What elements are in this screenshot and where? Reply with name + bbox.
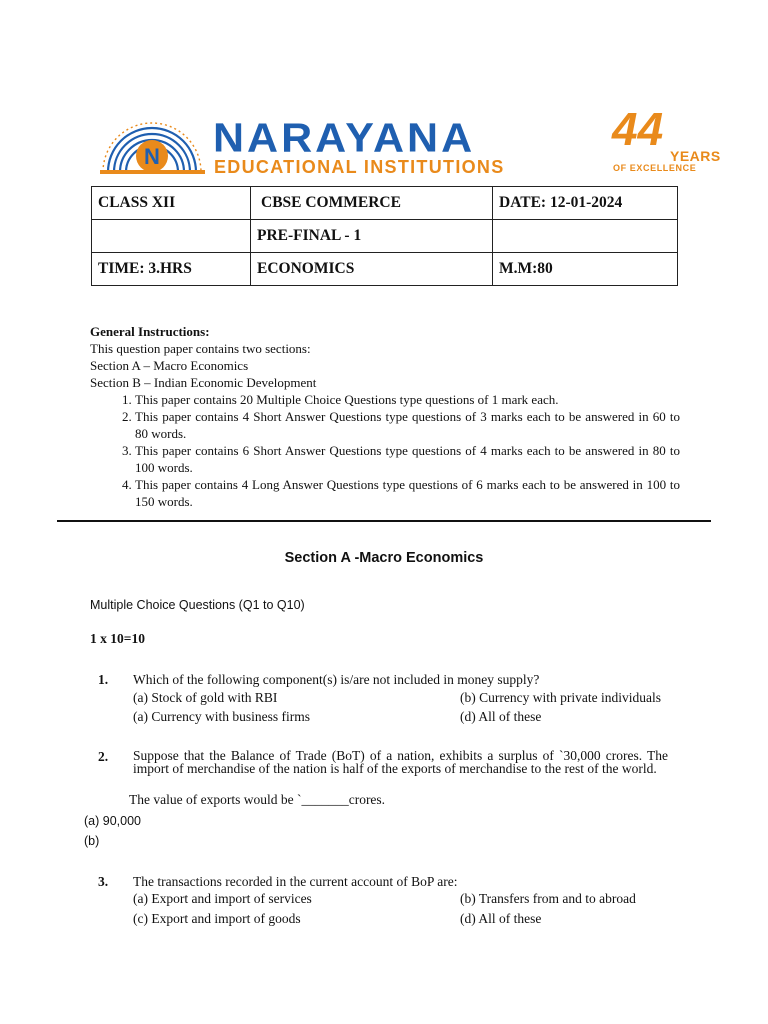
years-number: 44 (612, 103, 664, 155)
option-c: (a) Currency with business firms (133, 709, 310, 724)
question-number: 2. (98, 749, 109, 764)
instructions-list (90, 391, 680, 510)
option-a: (a) 90,000 (84, 814, 141, 828)
subject-cell: ECONOMICS (251, 253, 493, 286)
question-text: Suppose that the Balance of Trade (BoT) of a nation, exhibits a surplus of `30,000 crores. The import of merchandise of the nation is half of the exports of merchandise to the rest of the world. (133, 748, 668, 776)
question-text: The transactions recorded in the current account of BoP are: (133, 874, 458, 889)
option-a: (a) Export and import of services (133, 891, 312, 906)
table-row (92, 253, 678, 286)
option-d: (d) All of these (460, 911, 542, 926)
instructions-line: This question paper contains two sections: (90, 341, 311, 356)
question-text: Which of the following component(s) is/are not included in money supply? (133, 672, 540, 687)
list-item: 4. This paper contains 4 Long Answer Questions type questions of 6 marks each to be answered in 100 to 150 words. (135, 476, 680, 510)
instructions-line: Section A – Macro Economics (90, 358, 249, 373)
section-divider (57, 520, 711, 522)
exam-name-cell: PRE-FINAL - 1 (251, 220, 493, 253)
question-subtext-post: crores. (348, 792, 386, 807)
mcq-heading: Multiple Choice Questions (Q1 to Q10) (90, 598, 305, 612)
max-marks-cell: M.M:80 (493, 253, 678, 286)
option-d: (d) All of these (460, 709, 542, 724)
instructions-line: Section B – Indian Economic Development (90, 375, 317, 390)
list-item: 1. This paper contains 20 Multiple Choice Questions type questions of 1 mark each. (135, 391, 680, 408)
list-item: 2. This paper contains 4 Short Answer Questions type questions of 3 marks each to be answered in 60 to 80 words. (135, 408, 680, 442)
question-number: 1. (98, 672, 109, 687)
svg-text:N: N (144, 144, 160, 169)
question-subtext (129, 792, 385, 808)
board-cell: CBSE COMMERCE (251, 187, 493, 220)
answer-blank: _______ (301, 792, 349, 807)
option-c: (c) Export and import of goods (133, 911, 301, 926)
instructions-title: General Instructions: (90, 324, 210, 339)
years-subtitle: OF EXCELLENCE (613, 163, 697, 173)
institution-emblem-icon (100, 112, 205, 176)
option-a: (a) Stock of gold with RBI (133, 690, 278, 705)
time-cell: TIME: 3.HRS (92, 253, 251, 286)
list-item: 3. This paper contains 6 Short Answer Questions type questions of 4 marks each to be answered in 80 to 100 words. (135, 442, 680, 476)
general-instructions (90, 323, 680, 510)
years-word: YEARS (670, 148, 721, 164)
exam-info-table (91, 186, 678, 286)
empty-cell (92, 220, 251, 253)
option-b: (b) Currency with private individuals (460, 690, 661, 705)
table-row (92, 220, 678, 253)
question-number: 3. (98, 874, 109, 889)
date-cell: DATE: 12-01-2024 (493, 187, 678, 220)
section-title: Section A -Macro Economics (284, 550, 484, 566)
brand-name: NARAYANA (213, 115, 476, 161)
class-cell: CLASS XII (92, 187, 251, 220)
brand-subtitle: EDUCATIONAL INSTITUTIONS (214, 157, 505, 177)
option-b: (b) (84, 834, 100, 848)
option-b: (b) Transfers from and to abroad (460, 891, 636, 906)
table-row (92, 187, 678, 220)
question-subtext-pre: The value of exports would be ` (129, 792, 302, 807)
marks-allocation: 1 x 10=10 (90, 631, 145, 646)
empty-cell (493, 220, 678, 253)
